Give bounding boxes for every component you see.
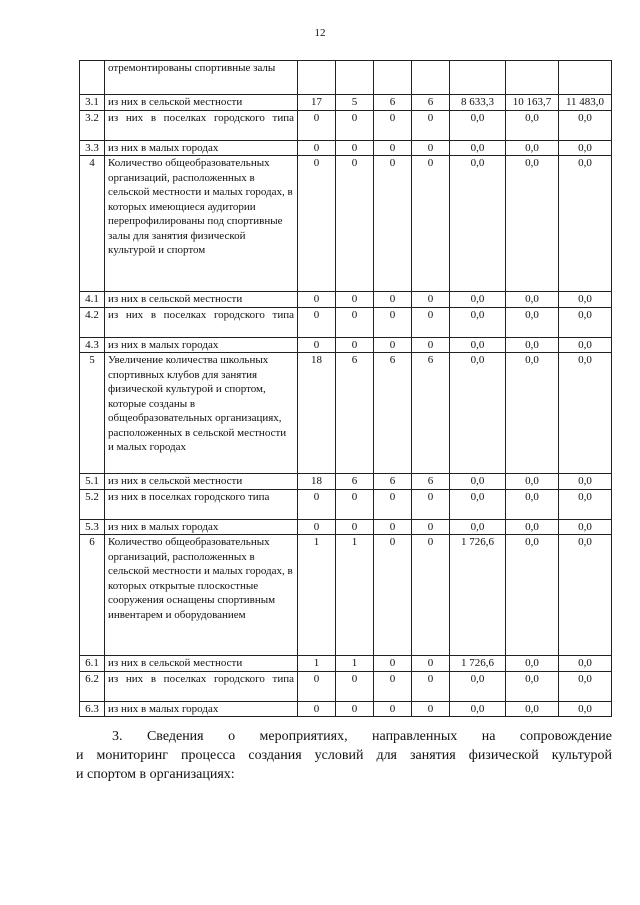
count-cell: 0 (298, 337, 336, 353)
count-cell: 0 (412, 110, 450, 140)
count-cell: 0 (336, 519, 374, 535)
count-cell: 0 (412, 140, 450, 156)
count-cell (298, 61, 336, 95)
count-cell: 0 (298, 292, 336, 308)
row-number: 3.3 (80, 140, 105, 156)
amount-cell: 0,0 (450, 474, 506, 490)
count-cell: 0 (412, 307, 450, 337)
section-3-line-2: и мониторинг процесса создания условий для занятия физической культурой (76, 748, 612, 763)
amount-cell: 0,0 (450, 292, 506, 308)
count-cell: 0 (298, 307, 336, 337)
table-row (80, 292, 612, 308)
count-cell: 0 (412, 337, 450, 353)
count-cell: 0 (412, 656, 450, 672)
amount-cell: 0,0 (450, 353, 506, 474)
count-cell: 0 (412, 489, 450, 519)
row-number: 4 (80, 156, 105, 292)
table-row (80, 656, 612, 672)
count-cell: 0 (374, 671, 412, 701)
table-row (80, 156, 612, 292)
amount-cell: 0,0 (506, 307, 559, 337)
amount-cell: 0,0 (450, 701, 506, 717)
count-cell (336, 61, 374, 95)
count-cell (412, 61, 450, 95)
row-number: 5.2 (80, 489, 105, 519)
count-cell: 0 (412, 701, 450, 717)
amount-cell: 0,0 (559, 353, 612, 474)
count-cell: 1 (298, 535, 336, 656)
amount-cell: 0,0 (506, 671, 559, 701)
table-row (80, 489, 612, 519)
row-description: из них в поселках городского типа (105, 307, 298, 337)
count-cell: 6 (412, 474, 450, 490)
amount-cell: 0,0 (506, 474, 559, 490)
row-number: 6 (80, 535, 105, 656)
amount-cell: 0,0 (450, 110, 506, 140)
row-description: Увеличение количества школьных спортивных клубов для занятия физической культурой и спортом, которые созданы в общеобразовательных организациях, расположенных в сельской местности и малых городах (105, 353, 298, 474)
amount-cell: 1 726,6 (450, 656, 506, 672)
amount-cell: 0,0 (559, 535, 612, 656)
row-number: 5 (80, 353, 105, 474)
count-cell: 0 (374, 656, 412, 672)
amount-cell: 0,0 (559, 656, 612, 672)
amount-cell: 0,0 (506, 156, 559, 292)
count-cell: 0 (336, 701, 374, 717)
count-cell: 0 (298, 110, 336, 140)
count-cell: 0 (412, 671, 450, 701)
count-cell: 6 (336, 474, 374, 490)
row-number: 6.2 (80, 671, 105, 701)
amount-cell: 0,0 (559, 140, 612, 156)
amount-cell: 0,0 (559, 701, 612, 717)
amount-cell: 0,0 (559, 519, 612, 535)
row-description: из них в малых городах (105, 140, 298, 156)
amount-cell: 0,0 (506, 701, 559, 717)
table-row (80, 701, 612, 717)
count-cell: 6 (374, 474, 412, 490)
amount-cell: 0,0 (506, 337, 559, 353)
section-3-paragraph (76, 727, 612, 784)
count-cell: 0 (374, 489, 412, 519)
count-cell: 0 (336, 337, 374, 353)
table-row (80, 337, 612, 353)
count-cell: 0 (336, 140, 374, 156)
table-row (80, 474, 612, 490)
data-table (79, 60, 612, 717)
count-cell: 18 (298, 474, 336, 490)
section-3-line-3: и спортом в организациях: (76, 767, 235, 782)
amount-cell: 0,0 (506, 489, 559, 519)
count-cell: 0 (336, 110, 374, 140)
amount-cell: 0,0 (506, 656, 559, 672)
count-cell: 0 (298, 489, 336, 519)
row-description: Количество общеобразовательных организаций, расположенных в сельской местности и малых городах, в которых открытые плоскостные сооружения оснащены спортивным инвентарем и оборудованием (105, 535, 298, 656)
count-cell: 6 (374, 95, 412, 111)
count-cell: 0 (412, 292, 450, 308)
amount-cell: 8 633,3 (450, 95, 506, 111)
table-row (80, 519, 612, 535)
count-cell: 6 (412, 353, 450, 474)
amount-cell: 10 163,7 (506, 95, 559, 111)
amount-cell (450, 61, 506, 95)
count-cell: 0 (336, 292, 374, 308)
count-cell: 0 (336, 307, 374, 337)
count-cell (374, 61, 412, 95)
count-cell: 0 (412, 535, 450, 656)
count-cell: 0 (336, 156, 374, 292)
count-cell: 6 (336, 353, 374, 474)
count-cell: 0 (298, 671, 336, 701)
count-cell: 6 (412, 95, 450, 111)
count-cell: 0 (336, 489, 374, 519)
table-row (80, 61, 612, 95)
row-number: 6.1 (80, 656, 105, 672)
table-row (80, 535, 612, 656)
amount-cell: 0,0 (559, 489, 612, 519)
amount-cell (506, 61, 559, 95)
amount-cell: 0,0 (559, 307, 612, 337)
row-description: из них в сельской местности (105, 474, 298, 490)
table-body (80, 61, 612, 717)
row-number: 4.2 (80, 307, 105, 337)
row-number: 3.1 (80, 95, 105, 111)
count-cell: 0 (374, 156, 412, 292)
count-cell: 18 (298, 353, 336, 474)
count-cell: 0 (374, 307, 412, 337)
table-row (80, 110, 612, 140)
count-cell: 0 (374, 701, 412, 717)
count-cell: 0 (374, 292, 412, 308)
count-cell: 1 (336, 535, 374, 656)
count-cell: 6 (374, 353, 412, 474)
amount-cell: 0,0 (506, 140, 559, 156)
row-description: из них в поселках городского типа (105, 489, 298, 519)
count-cell: 0 (412, 519, 450, 535)
table-row (80, 95, 612, 111)
amount-cell: 0,0 (450, 140, 506, 156)
count-cell: 0 (412, 156, 450, 292)
amount-cell: 0,0 (450, 489, 506, 519)
table-row (80, 353, 612, 474)
count-cell: 0 (336, 671, 374, 701)
row-number: 4.3 (80, 337, 105, 353)
row-number (80, 61, 105, 95)
amount-cell: 0,0 (450, 307, 506, 337)
count-cell: 0 (374, 519, 412, 535)
row-number: 3.2 (80, 110, 105, 140)
row-number: 4.1 (80, 292, 105, 308)
count-cell: 1 (298, 656, 336, 672)
row-description: из них в сельской местности (105, 656, 298, 672)
count-cell: 0 (298, 701, 336, 717)
amount-cell: 0,0 (450, 519, 506, 535)
table-row (80, 140, 612, 156)
count-cell: 0 (298, 156, 336, 292)
row-description: из них в поселках городского типа (105, 671, 298, 701)
table-row (80, 307, 612, 337)
count-cell: 17 (298, 95, 336, 111)
row-description: из них в малых городах (105, 337, 298, 353)
amount-cell: 0,0 (506, 110, 559, 140)
page-number: 12 (314, 27, 326, 39)
row-description: из них в поселках городского типа (105, 110, 298, 140)
table-row (80, 671, 612, 701)
amount-cell: 0,0 (559, 156, 612, 292)
amount-cell: 0,0 (506, 292, 559, 308)
amount-cell: 0,0 (559, 671, 612, 701)
amount-cell: 0,0 (506, 353, 559, 474)
amount-cell: 0,0 (450, 156, 506, 292)
amount-cell: 0,0 (450, 337, 506, 353)
row-description: из них в малых городах (105, 519, 298, 535)
amount-cell: 0,0 (506, 535, 559, 656)
amount-cell: 0,0 (506, 519, 559, 535)
amount-cell: 11 483,0 (559, 95, 612, 111)
count-cell: 0 (298, 140, 336, 156)
row-description: отремонтированы спортивные залы (105, 61, 298, 95)
count-cell: 0 (374, 337, 412, 353)
row-description: из них в сельской местности (105, 292, 298, 308)
amount-cell (559, 61, 612, 95)
amount-cell: 0,0 (559, 474, 612, 490)
amount-cell: 0,0 (559, 337, 612, 353)
section-3-line-1: 3. Сведения о мероприятиях, направленных на сопровождение (112, 729, 612, 744)
count-cell: 0 (374, 140, 412, 156)
row-number: 5.1 (80, 474, 105, 490)
amount-cell: 0,0 (450, 671, 506, 701)
amount-cell: 0,0 (559, 110, 612, 140)
amount-cell: 1 726,6 (450, 535, 506, 656)
row-description: из них в сельской местности (105, 95, 298, 111)
count-cell: 1 (336, 656, 374, 672)
row-number: 6.3 (80, 701, 105, 717)
amount-cell: 0,0 (559, 292, 612, 308)
row-number: 5.3 (80, 519, 105, 535)
count-cell: 0 (298, 519, 336, 535)
count-cell: 5 (336, 95, 374, 111)
count-cell: 0 (374, 535, 412, 656)
row-description: Количество общеобразовательных организаций, расположенных в сельской местности и малых городах, в которых имеющиеся аудитории перепрофилированы под спортивные залы для занятия физической культурой и спортом (105, 156, 298, 292)
count-cell: 0 (374, 110, 412, 140)
row-description: из них в малых городах (105, 701, 298, 717)
